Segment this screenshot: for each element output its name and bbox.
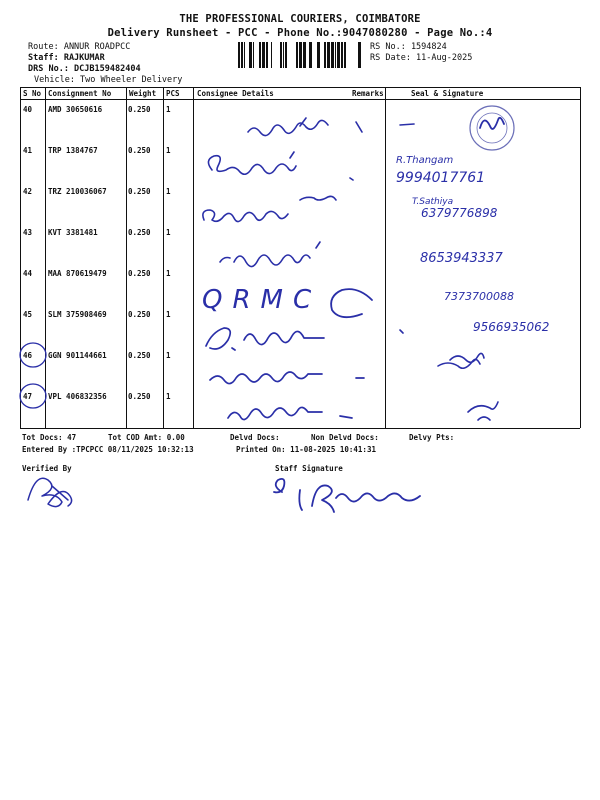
- column-header-pcs: PCS: [166, 89, 180, 98]
- weight-cell: 0.250: [128, 310, 151, 319]
- sno-cell: 43: [23, 228, 33, 237]
- pcs-cell: 1: [166, 392, 171, 401]
- pcs-cell: 1: [166, 310, 171, 319]
- pcs-cell: 1: [166, 146, 171, 155]
- sno-cell: 47: [23, 392, 33, 401]
- table-row: [20, 305, 580, 346]
- table-top-border: [20, 87, 580, 88]
- handwritten-phone: 9994017761: [396, 170, 486, 186]
- entered-by: Entered By :TPCPCC 08/11/2025 10:32:13: [22, 445, 194, 454]
- sno-cell: 40: [23, 105, 33, 114]
- handwritten-phone: 7373700088: [444, 290, 514, 303]
- staff-signature: [274, 479, 420, 512]
- weight-cell: 0.250: [128, 351, 151, 360]
- table-row: [20, 264, 580, 305]
- column-header-consignment: Consignment No: [48, 89, 112, 98]
- handwritten-phone: 6379776898: [421, 206, 498, 220]
- weight-cell: 0.250: [128, 392, 151, 401]
- pcs-cell: 1: [166, 269, 171, 278]
- table-row: [20, 223, 580, 264]
- table-row: [20, 182, 580, 223]
- barcode-icon: [238, 42, 364, 68]
- weight-cell: 0.250: [128, 146, 151, 155]
- verified-signature: [28, 478, 72, 506]
- consignment-cell: GGN 901144661: [48, 351, 107, 360]
- table-bottom-border: [20, 428, 580, 429]
- handwritten-name: QRMC: [202, 285, 322, 315]
- column-header-consignee: Consignee Details: [197, 89, 274, 98]
- document-title: THE PROFESSIONAL COURIERS, COIMBATORE: [179, 13, 421, 25]
- column-header-remarks: Remarks: [352, 89, 384, 98]
- non-delivered-docs: Non Delvd Docs:: [311, 433, 379, 442]
- consignment-cell: TRP 1384767: [48, 146, 98, 155]
- handwritten-name: T.Sathiya: [412, 197, 454, 207]
- handwritten-phone: 8653943337: [420, 251, 503, 266]
- consignment-cell: SLM 375908469: [48, 310, 107, 319]
- sno-cell: 42: [23, 187, 33, 196]
- sno-cell: 46: [23, 351, 33, 360]
- weight-cell: 0.250: [128, 269, 151, 278]
- pcs-cell: 1: [166, 228, 171, 237]
- delivered-docs: Delvd Docs:: [230, 433, 280, 442]
- printed-on: Printed On: 11-08-2025 10:41:31: [236, 445, 376, 454]
- table-row: [20, 141, 580, 182]
- total-cod-amount: Tot COD Amt: 0.00: [108, 433, 185, 442]
- consignment-cell: MAA 870619479: [48, 269, 107, 278]
- staff-signature-label: Staff Signature: [275, 464, 343, 473]
- column-divider: [580, 87, 581, 428]
- document-subtitle: Delivery Runsheet - PCC - Phone No.:9047080280 - Page No.:4: [107, 27, 493, 39]
- pcs-cell: 1: [166, 351, 171, 360]
- verified-by-label: Verified By: [22, 464, 72, 473]
- drs-number: DRS No.: DCJB159482404: [28, 64, 141, 74]
- sno-cell: 41: [23, 146, 33, 155]
- table-row: [20, 100, 580, 141]
- sno-cell: 44: [23, 269, 33, 278]
- total-docs: Tot Docs: 47: [22, 433, 77, 442]
- consignment-cell: KVT 3381481: [48, 228, 98, 237]
- column-header-seal-signature: Seal & Signature: [411, 89, 484, 98]
- pcs-cell: 1: [166, 187, 171, 196]
- consignment-cell: AMD 30650616: [48, 105, 103, 114]
- route-label: Route: ANNUR ROADPCC: [28, 42, 131, 52]
- sno-cell: 45: [23, 310, 33, 319]
- consignment-cell: TRZ 210036067: [48, 187, 107, 196]
- handwritten-name: R.Thangam: [396, 155, 454, 166]
- table-row: [20, 346, 580, 387]
- column-header-weight: Weight: [129, 89, 157, 98]
- consignment-cell: VPL 406832356: [48, 392, 107, 401]
- table-row: [20, 387, 580, 428]
- weight-cell: 0.250: [128, 187, 151, 196]
- pcs-cell: 1: [166, 105, 171, 114]
- rs-date: RS Date: 11-Aug-2025: [370, 53, 473, 63]
- weight-cell: 0.250: [128, 105, 151, 114]
- column-header-sno: S No: [23, 89, 42, 98]
- weight-cell: 0.250: [128, 228, 151, 237]
- vehicle-label: Vehicle: Two Wheeler Delivery: [34, 75, 183, 85]
- rs-number: RS No.: 1594824: [370, 42, 447, 52]
- staff-label: Staff: RAJKUMAR: [28, 53, 105, 63]
- handwritten-phone: 9566935062: [473, 320, 550, 334]
- delivery-points: Delvy Pts:: [409, 433, 455, 442]
